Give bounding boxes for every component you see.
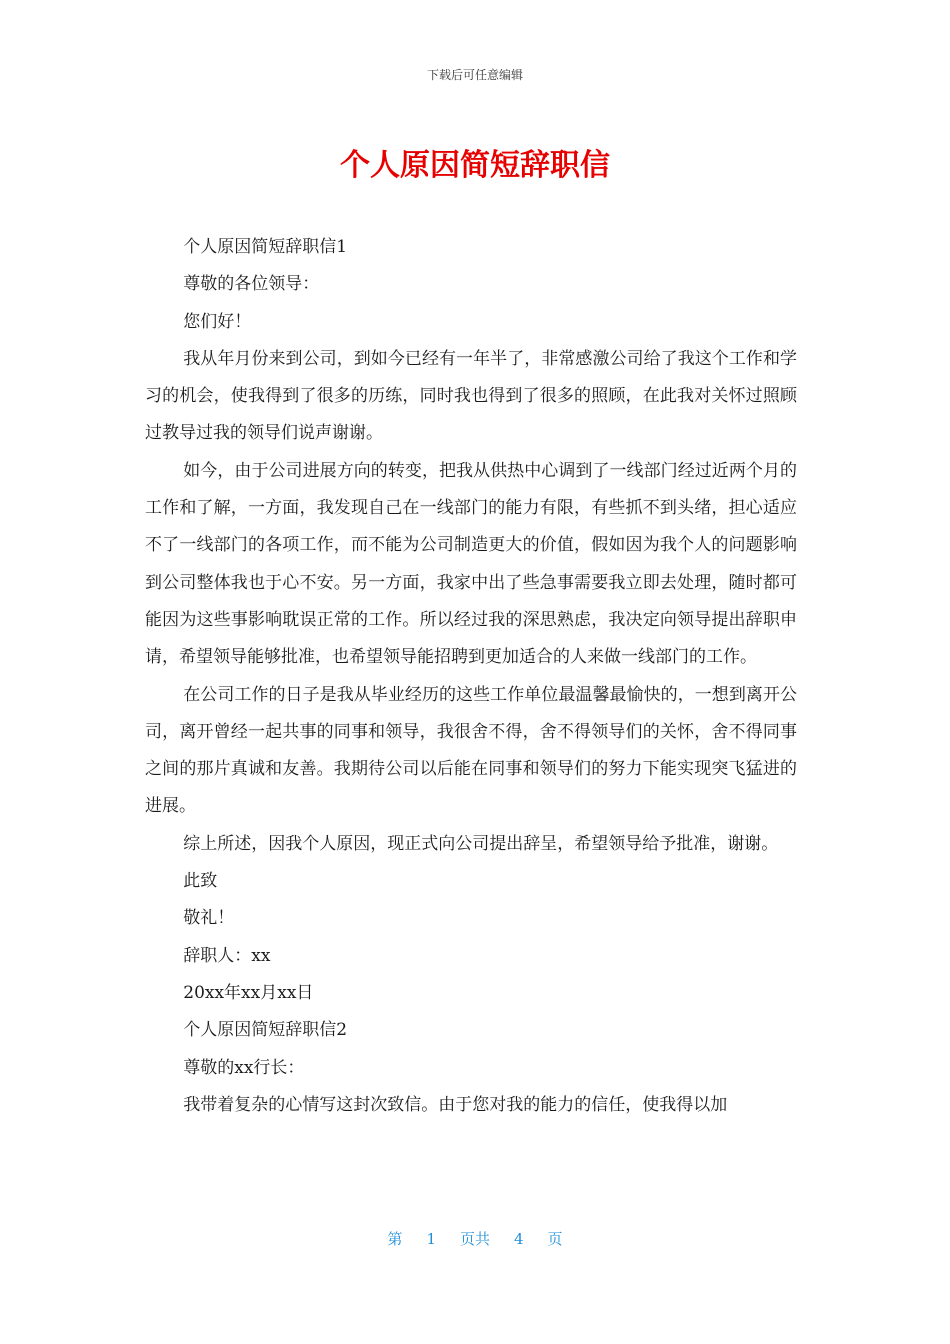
page-footer xyxy=(0,1229,950,1249)
footer-page-mid: 页共 xyxy=(459,1230,490,1248)
paragraph: 个人原因简短辞职信2 xyxy=(183,1020,348,1041)
footer-page-prefix: 第 xyxy=(387,1230,403,1248)
paragraph: 如今，由于公司进展方向的转变，把我从供热中心调到了一线部门经过近两个月的工作和了解，一方面，我发现自己在一线部门的能力有限，有些抓不到头绪，担心适应不了一线部门的各项工作，而不能为公司制造更大的价值，假如因为我个人的问题影响到公司整体我也于心不安。另一方面，我家中出了些急事需要我立即去处理，随时都可能因为这些事影响耽误正常的工作。所以经过我的深思熟虑，我决定向领导提出辞职申请，希望领导能够批准，也希望领导能招聘到更加适合的人来做一线部门的工作。 xyxy=(145,460,797,668)
paragraph: 尊敬的xx行长： xyxy=(183,1057,305,1078)
document-body xyxy=(145,229,797,1124)
paragraph: 我带着复杂的心情写这封次致信。由于您对我的能力的信任，使我得以加 xyxy=(183,1094,728,1115)
footer-page-suffix: 页 xyxy=(547,1230,563,1248)
paragraph: 综上所述，因我个人原因，现正式向公司提出辞呈，希望领导给予批准，谢谢。 xyxy=(183,833,779,854)
paragraph: 在公司工作的日子是我从毕业经历的这些工作单位最温馨最愉快的，一想到离开公司，离开曾经一起共事的同事和领导，我很舍不得，舍不得领导们的关怀，舍不得同事之间的那片真诚和友善。我期待公司以后能在同事和领导们的努力下能实现突飞猛进的进展。 xyxy=(145,684,797,817)
paragraph: 个人原因简短辞职信1 xyxy=(183,237,348,257)
footer-total-pages: 4 xyxy=(514,1230,524,1248)
header-note: 下载后可任意编辑 xyxy=(426,68,523,82)
paragraph: 20xx年xx月xx日 xyxy=(183,982,314,1003)
paragraph: 我从年月份来到公司，到如今已经有一年半了，非常感激公司给了我这个工作和学习的机会，使我得到了很多的历练，同时我也得到了很多的照顾，在此我对关怀过照顾过教导过我的领导们说声谢谢。 xyxy=(145,348,797,444)
paragraph: 辞职人：xx xyxy=(183,945,271,966)
paragraph: 尊敬的各位领导： xyxy=(183,274,320,295)
paragraph: 敬礼！ xyxy=(183,908,235,929)
footer-page-number: 1 xyxy=(426,1230,436,1248)
paragraph: 此致 xyxy=(183,871,218,892)
paragraph: 您们好！ xyxy=(183,311,252,332)
document-title: 个人原因简短辞职信 xyxy=(340,148,610,183)
